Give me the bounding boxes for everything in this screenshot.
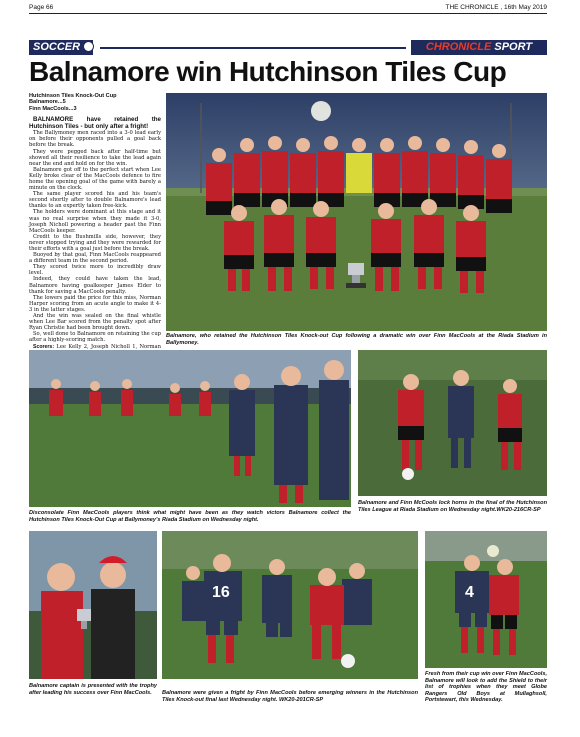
subhead-line: Hutchinson Tiles Knock-Out Cup [29, 93, 117, 99]
fright-caption: Balnamore were given a fright by Finn MacCools before emerging winners in the Hutchinson Tiles Knock-out final last Wednesday night. WK20-201CR-SP [162, 690, 418, 703]
lead-paragraph: BALNAMORE have retained the Hutchinson Tiles - but only after a fright! [29, 116, 161, 131]
body-paragraph: And the win was sealed on the final whistle when Lee Bar scored from the penalty spot after Ryan Christie had been brought down. [29, 313, 161, 332]
body-paragraph: The same player scored his and his team's second shortly after to double Balnamore's lead thanks to an expertly taken free-kick. [29, 191, 161, 210]
body-paragraph: Credit to the Bushmills side, however, they never stopped trying and they were rewarded for their efforts with a goal just before the break. [29, 233, 161, 252]
body-paragraph: Indeed, they could have taken the lead, Balnamore having goalkeeper James Elder to thank for saving a MacCools penalty. [29, 276, 161, 295]
main-photo-caption: Balnamore, who retained the Hutchinson Tiles Knock-out Cup following a dramatic win over Finn MacCools at the Riada Stadium in Ballymoney. [166, 333, 547, 346]
football-icon [83, 41, 94, 52]
brand-chronicle: CHRONICLE [425, 41, 492, 53]
lock-horns-image [358, 350, 547, 496]
team-photo-image [166, 93, 547, 331]
soccer-section-tag: SOCCER [29, 40, 93, 55]
shield-preview-image [425, 531, 547, 668]
football-icon [341, 654, 355, 668]
captain-trophy-caption: Balnamore captain is presented with the trophy after leading his success over Finn MacCools. [29, 683, 157, 696]
team-photo [166, 93, 547, 331]
body-paragraph: Balnamore got off to the perfect start when Lee Kelly broke clear of the MacCools defence to fire home the opening goal of the game with barely a minute on the clock. [29, 166, 161, 192]
headline: Balnamore win Hutchinson Tiles Cup [29, 56, 507, 87]
brand-sport: SPORT [494, 41, 533, 53]
body-paragraph: The Ballymoney men raced into a 3-0 lead early on before their opponents pulled a goal back before the break. [29, 130, 161, 149]
football-icon [487, 545, 499, 557]
captain-trophy-photo [29, 531, 157, 679]
lock-horns-photo [358, 350, 547, 496]
page-number: Page 66 [29, 4, 54, 11]
shield-preview-photo [425, 531, 547, 668]
lock-horns-caption: Balnamore and Finn McCools lock horns in the final of the Hutchinson Tiles League at Riada Stadium on Wednesday night.WK20-216CR-SP [358, 500, 547, 513]
shirt-number: 4 [465, 584, 474, 601]
fright-photo [162, 531, 418, 679]
subhead-line: Finn MacCools...3 [29, 105, 77, 112]
disconsolate-players-caption: Disconsolate Finn MacCools players think what might have been as they watch victors Balnamore collect the Hutchinson Tiles Knock-Out Cup at Ballymoney's Riada Stadium on Wednesday night. [29, 510, 351, 523]
disconsolate-players-image [29, 350, 351, 507]
shield-preview-caption: Fresh from their cup win over Finn MacCools, Balnamore will look to add the Shield to their list of trophies when they meet Globe Rangers Old Boys at Mullaghsoll, Portstewart, this Wednesday. [425, 671, 547, 703]
scorers-list: Lee Kelly 2, Joseph Nicholl 1, Norman [56, 343, 161, 350]
body-paragraph: They were pegged back after half-time but showed all their resilience to take the lead again near the end and hold on for the win. [29, 148, 161, 167]
captain-trophy-image [29, 531, 157, 679]
body-paragraph: So, well done to Balnamore on retaining the cup after a highly-scoring match. [29, 331, 161, 344]
masthead: THE CHRONICLE , 16th May 2019 [445, 4, 547, 11]
body-paragraph: The lowers paid the price for this miss, Norman Harper scoring from an acute angle to make it 4-3 in the latter stages. [29, 294, 161, 313]
body-paragraph: They scored twice more to incredibly draw level. [29, 264, 161, 277]
body-paragraph: The holders were dominant at this stage and it was no real surprise when they made it 3-0, Joseph Nicholl powering a header past the Finn MacCools keeper. [29, 209, 161, 234]
header-rule [29, 13, 547, 14]
disconsolate-players-photo [29, 350, 351, 507]
subhead-line: Balnamore...5 [29, 99, 66, 106]
body-paragraph: Buoyed by that goal, Finn MacCools reappeared a different team in the second period. [29, 252, 161, 265]
chronicle-sport-logo [411, 40, 547, 55]
fright-image [162, 531, 418, 679]
section-divider [100, 47, 406, 49]
article-column [29, 93, 161, 356]
shirt-number: 16 [212, 584, 230, 601]
football-icon [402, 468, 414, 480]
scorers-label: Scorers: [33, 343, 55, 350]
